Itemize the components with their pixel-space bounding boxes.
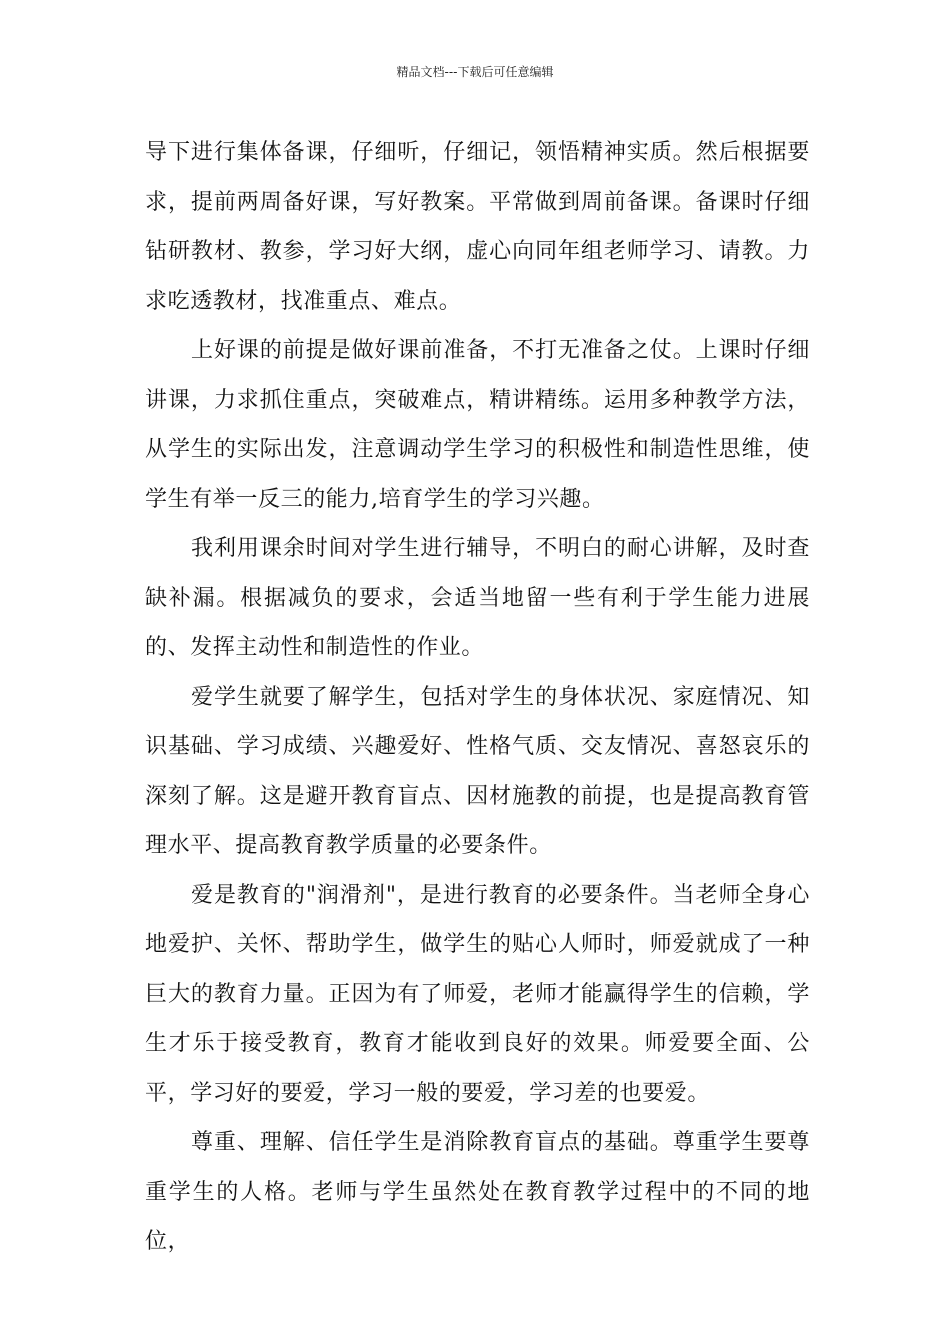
page-header: 精品文档---下载后可任意编辑 — [396, 65, 554, 79]
paragraph-continuation: 导下进行集体备课，仔细听，仔细记，领悟精神实质。然后根据要求，提前两周备好课，写好教案。平常做到周前备课。备课时仔细钻研教材、教参，学习好大纲，虚心向同年组老师学习、请教。力求吃透教材，找准重点、难点。 — [145, 140, 810, 314]
document-body — [145, 128, 810, 1267]
paragraph-respect-students: 尊重、理解、信任学生是消除教育盲点的基础。尊重学生要尊重学生的人格。老师与学生虽然处在教育教学过程中的不同的地位， — [145, 1130, 810, 1254]
paragraph-lesson-preparation: 上好课的前提是做好课前准备，不打无准备之仗。上课时仔细讲课，力求抓住重点，突破难点，精讲精练。运用多种教学方法，从学生的实际出发，注意调动学生学习的积极性和制造性思维，使学生有举一反三的能力,培育学生的学习兴趣。 — [145, 338, 810, 512]
paragraph-understanding-students: 爱学生就要了解学生，包括对学生的身体状况、家庭情况、知识基础、学习成绩、兴趣爱好、性格气质、交友情况、喜怒哀乐的深刻了解。这是避开教育盲点、因材施教的前提，也是提高教育管理水平、提高教育教学质量的必要条件。 — [145, 684, 810, 858]
paragraph-tutoring: 我利用课余时间对学生进行辅导，不明白的耐心讲解，及时查缺补漏。根据减负的要求，会适当地留一些有利于学生能力进展的、发挥主动性和制造性的作业。 — [145, 536, 810, 660]
paragraph-teacher-love: 爱是教育的"润滑剂"，是进行教育的必要条件。当老师全身心地爱护、关怀、帮助学生，做学生的贴心人师时，师爱就成了一种巨大的教育力量。正因为有了师爱，老师才能赢得学生的信赖，学生才乐于接受教育，教育才能收到良好的效果。师爱要全面、公平，学习好的要爱，学习一般的要爱，学习差的也要爱。 — [145, 882, 810, 1106]
